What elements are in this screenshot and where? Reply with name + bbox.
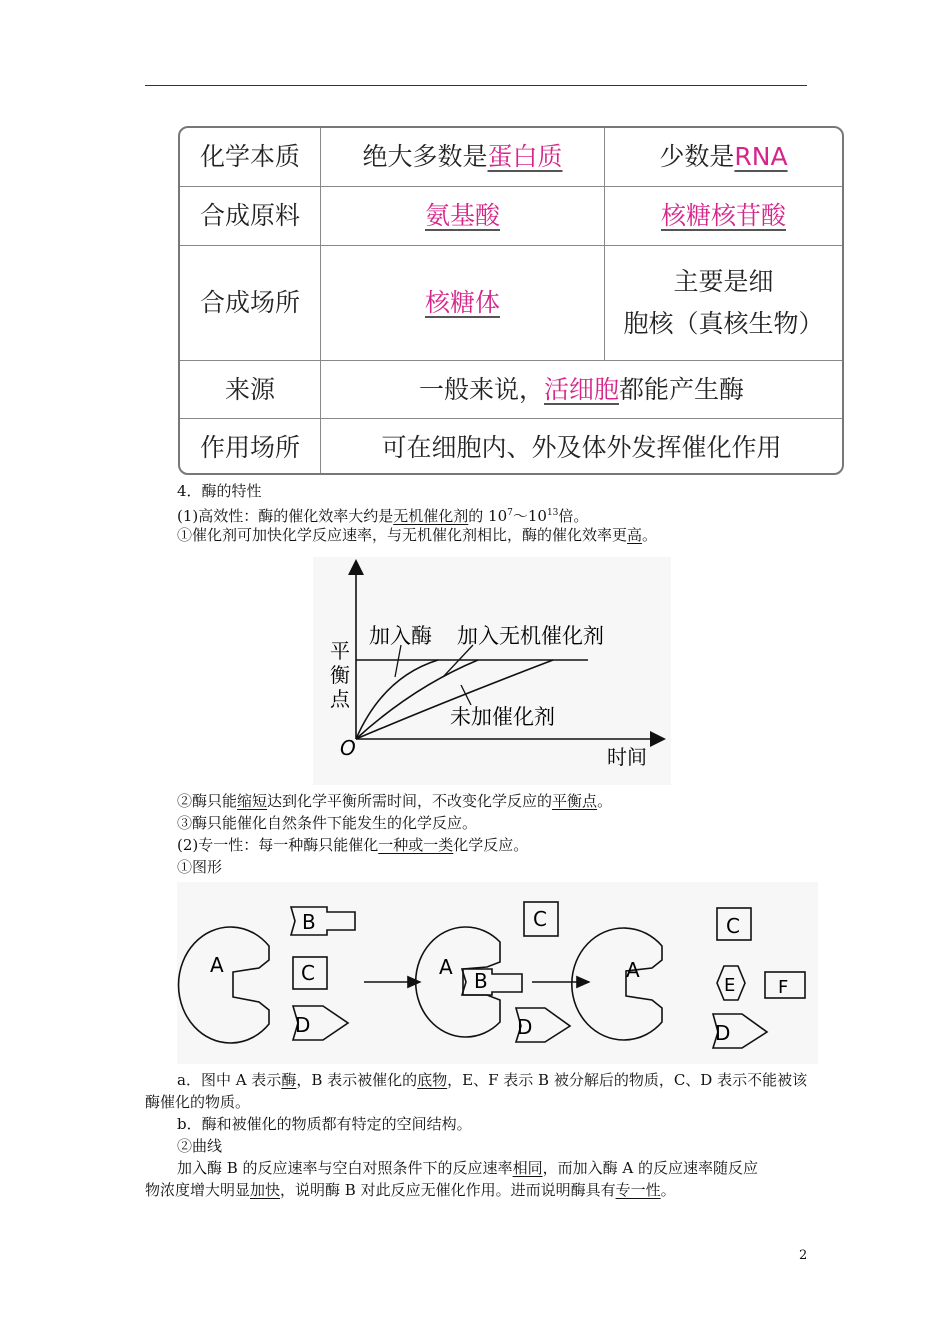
leader-line (395, 645, 401, 677)
label: A (210, 953, 224, 977)
paragraph: ②曲线 (177, 1137, 223, 1155)
cell: 主要是细 胞核（真核生物） (623, 267, 824, 338)
row-label: 合成原料 (180, 187, 321, 245)
section-heading: 4．酶的特性 (177, 482, 262, 500)
label: B (474, 969, 488, 993)
page-number: 2 (799, 1248, 808, 1263)
header-rule (145, 85, 807, 86)
table-row (180, 245, 842, 360)
enzyme-shape (179, 927, 269, 1043)
cell: 可在细胞内、外及体外发挥催化作用 (381, 433, 782, 462)
label: D (295, 1013, 311, 1037)
y-label: 点 (330, 687, 350, 711)
label: A (439, 955, 453, 979)
curve-label: 加入无机催化剂 (457, 624, 604, 648)
paragraph: b．酶和被催化的物质都有特定的空间结构。 (177, 1115, 472, 1133)
paragraph: 物浓度增大明显加快，说明酶 B 对此反应无催化作用。进而说明酶具有专一性。 (145, 1181, 676, 1199)
cell: 少数是 RNA (659, 142, 788, 171)
x-label: 时间 (607, 745, 647, 769)
table-row (180, 360, 842, 418)
paragraph: 酶催化的物质。 (145, 1093, 251, 1111)
paragraph: ②酶只能缩短达到化学平衡所需时间，不改变化学反应的平衡点。 (177, 792, 613, 810)
y-label: 衡 (330, 663, 350, 687)
enzyme-shape (572, 928, 662, 1040)
specificity-diagram (177, 882, 818, 1064)
label: A (626, 958, 640, 982)
row-label: 合成场所 (180, 246, 321, 360)
paragraph: a．图中 A 表示酶，B 表示被催化的底物，E、F 表示 B 被分解后的物质，C、D 表示不能被该 (177, 1071, 808, 1089)
label: C (726, 914, 740, 938)
table-row (180, 186, 842, 245)
label: D (715, 1021, 731, 1045)
label: B (302, 910, 316, 934)
substrate-B (462, 969, 522, 995)
leader-line (443, 645, 473, 677)
label: F (778, 977, 789, 998)
label: E (724, 975, 736, 996)
row-label: 来源 (180, 361, 321, 418)
substrate-B (291, 907, 355, 935)
paragraph: ①图形 (177, 858, 223, 876)
origin-label: O (340, 736, 356, 760)
cell: 核糖体 (321, 246, 605, 360)
cell: 核糖核苷酸 (660, 201, 786, 230)
paragraph: ③酶只能催化自然条件下能发生的化学反应。 (177, 814, 478, 832)
equilibrium-graph (313, 557, 671, 785)
paragraph: 加入酶 B 的反应速率与空白对照条件下的反应速率相同，而加入酶 A 的反应速率随反应 (177, 1159, 758, 1177)
paragraph: (1)高效性：酶的催化效率大约是无机催化剂的 $10^7\sim 10^{13}$倍。 (177, 507, 589, 525)
y-label: 平 (330, 639, 350, 663)
cell: 一般来说， 活细胞 都能产生酶 (418, 374, 745, 404)
curve-label: 加入酶 (369, 624, 432, 648)
curve-label: 未加催化剂 (450, 705, 555, 729)
paragraph: (2)专一性：每一种酶只能催化一种或一类化学反应。 (177, 836, 529, 854)
row-label: 作用场所 (180, 419, 321, 475)
paragraph: ①催化剂可加快化学反应速率，与无机催化剂相比，酶的催化效率更高。 (177, 526, 658, 544)
label: C (301, 961, 315, 985)
table-row (180, 418, 842, 475)
label: C (533, 907, 547, 931)
cell: 绝大多数是 蛋白质 (321, 128, 605, 186)
table-row (180, 128, 842, 186)
cell: 氨基酸 (321, 187, 605, 245)
enzyme-table (178, 126, 844, 475)
row-label: 化学本质 (180, 128, 321, 186)
label: D (517, 1015, 533, 1039)
